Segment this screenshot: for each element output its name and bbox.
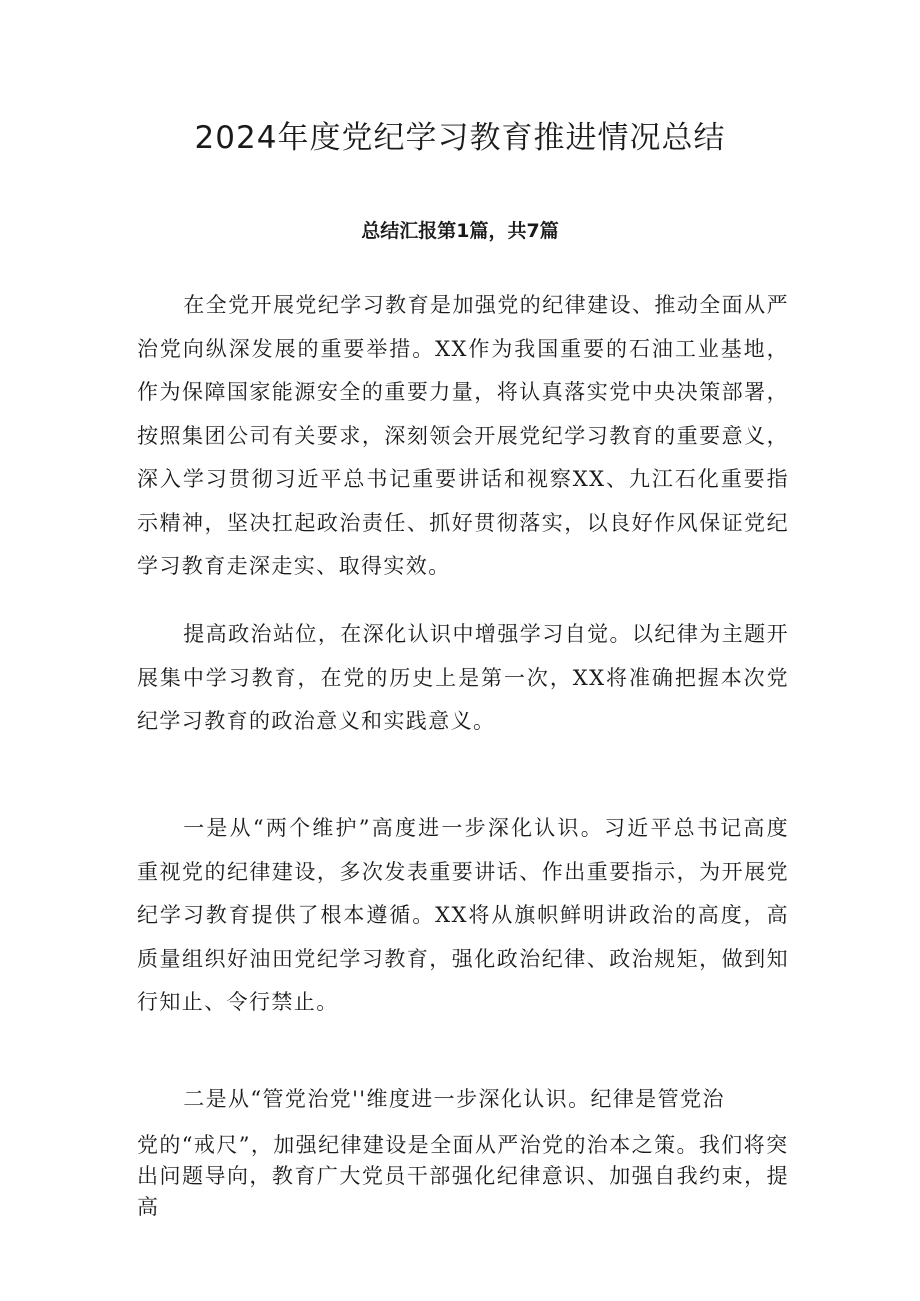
document-title: 2024年度党纪学习教育推进情况总结 <box>194 120 726 156</box>
paragraph-3: 一是从“两个维护”高度进一步深化认识。习近平总书记高度重视党的纪律建设，多次发表重要讲话、作出重要指示，为开展党纪学习教育提供了根本遵循。XX将从旗帜鲜明讲政治的高度，高质量组织好油田党纪学习教育，强化政治纪律、政治规矩，做到知行知止、令行禁止。 <box>137 816 789 1014</box>
paragraph-4-continued <box>137 1130 789 1223</box>
text-line: 出问题导向，教育广大党员干部强化纪律意识、加强自我约束，提高 <box>137 1164 789 1219</box>
document-subtitle: 总结汇报第1篇，共7篇 <box>361 220 559 242</box>
paragraph-4: 二是从“管党治党''维度进一步深化认识。纪律是管党治 <box>183 1087 725 1111</box>
paragraph-1: 在全党开展党纪学习教育是加强党的纪律建设、推动全面从严治党向纵深发展的重要举措。XX作为我国重要的石油工业基地，作为保障国家能源安全的重要力量，将认真落实党中央决策部署，按照集团公司有关要求，深刻领会开展党纪学习教育的重要意义，深入学习贯彻习近平总书记重要讲话和视察XX、九江石化重要指示精神，坚决扛起政治责任、抓好贯彻落实，以良好作风保证党纪学习教育走深走实、取得实效。 <box>137 293 789 578</box>
paragraph-2: 提高政治站位，在深化认识中增强学习自觉。以纪律为主题开展集中学习教育，在党的历史上是第一次，XX将准确把握本次党纪学习教育的政治意义和实践意义。 <box>137 622 789 733</box>
text-line: 党的“戒尺”，加强纪律建设是全面从严治党的治本之策。我们将突 <box>137 1133 789 1157</box>
